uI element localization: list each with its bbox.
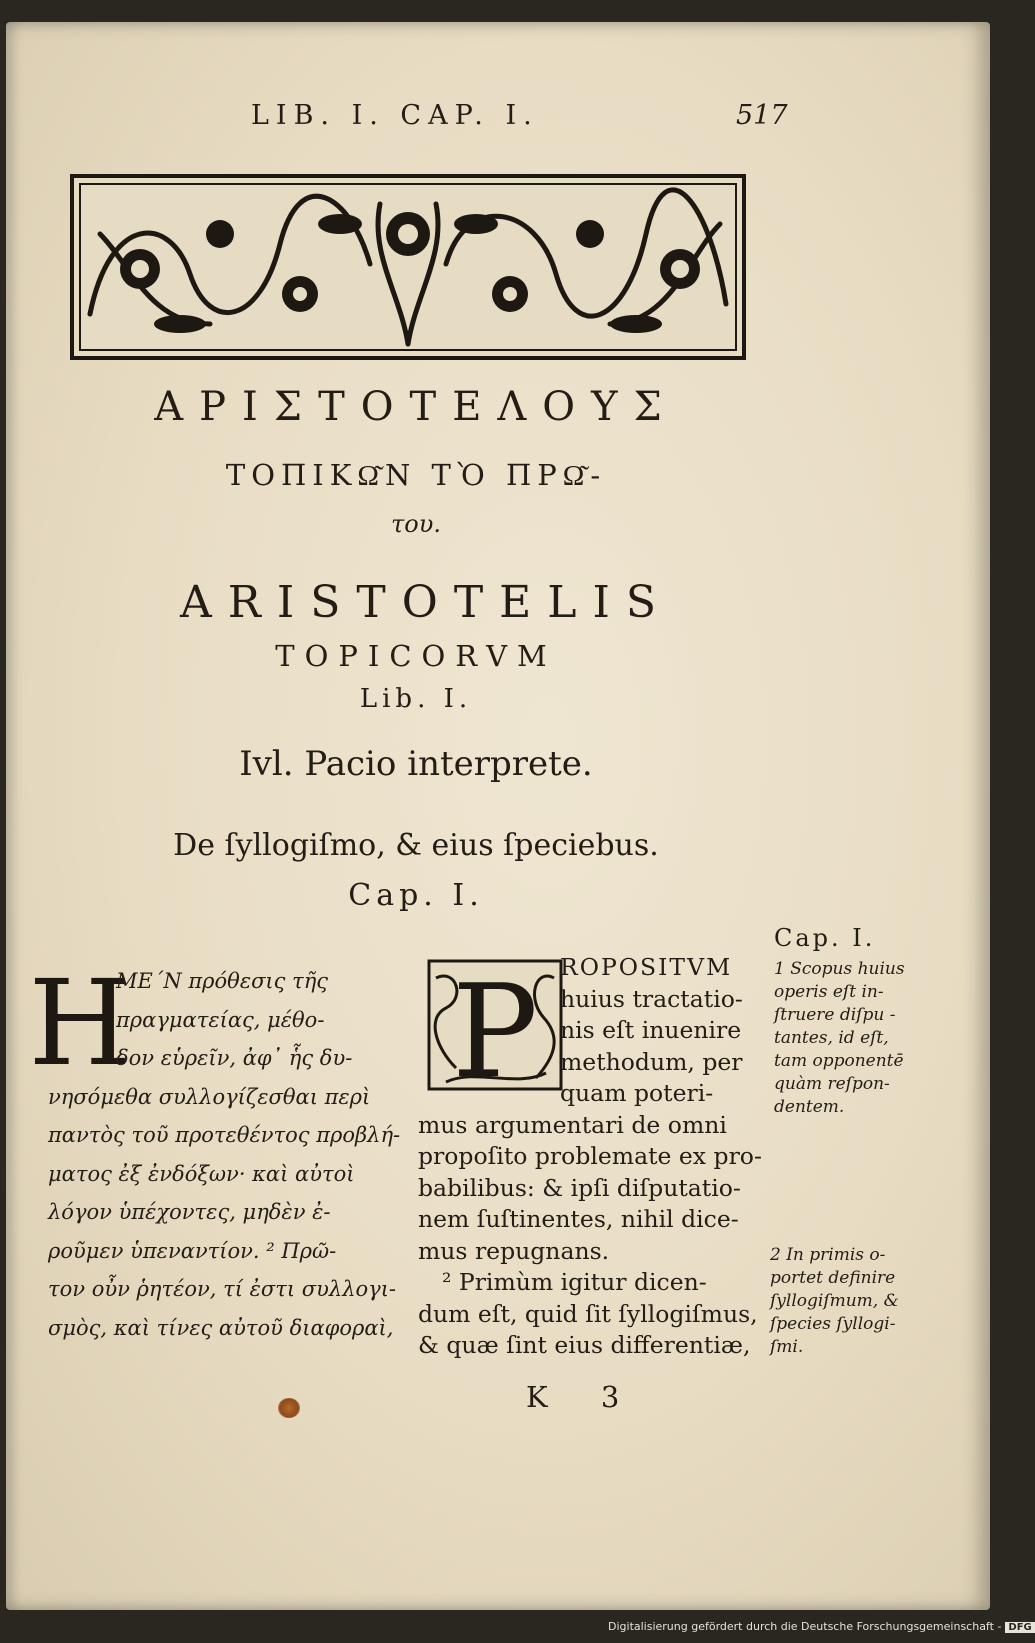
- latin-line: mus repugnans.: [418, 1236, 610, 1265]
- latin-column: [418, 952, 768, 1362]
- latin-line: ² Primùm igitur dicen-: [442, 1268, 707, 1296]
- svg-text:H: H: [28, 954, 132, 1092]
- latin-line: quam poteri-: [560, 1079, 714, 1107]
- digitization-credit: [608, 1620, 1035, 1633]
- note-line: dentem.: [774, 1097, 845, 1117]
- running-head: LIB. I. CAP. I.: [251, 100, 539, 131]
- note-line: 1 Scopus huius: [774, 959, 905, 979]
- svg-text:P: P: [451, 958, 539, 1107]
- latin-line: huius tractatio-: [560, 984, 743, 1013]
- latin-line: nis eſt inuenire: [560, 1016, 742, 1044]
- greek-column: [48, 962, 401, 1347]
- latin-subtitle: TOPICORVM: [275, 639, 557, 673]
- note-line: 2 In primis o-: [770, 1245, 886, 1265]
- note-line: ſtruere diſpu -: [774, 1005, 896, 1025]
- marginal-note-2: [770, 1244, 899, 1359]
- latin-line: babilibus: & ipſi diſputatio-: [418, 1173, 741, 1202]
- greek-title: ΑΡΙΣΤΟΤΕΛΟΥΣ: [154, 384, 678, 430]
- greek-subtitle-end: του.: [391, 510, 441, 538]
- signature-mark: K 3: [526, 1380, 642, 1414]
- interpreter-line: Ivl. Pacio interprete.: [239, 744, 593, 784]
- greek-line: παντὸς τοῦ προτεθέντος προβλή-: [48, 1123, 401, 1147]
- latin-line: methodum, per: [560, 1047, 743, 1076]
- greek-subtitle: ΤΟΠΙΚΩ͂Ν ΤῸ ΠΡΩ͂-: [225, 458, 607, 492]
- dfg-logo: DFG: [1005, 1622, 1034, 1633]
- latin-book-number: Lib. I.: [359, 684, 473, 714]
- greek-line: νησόμεθα συλλογίζεσθαι περὶ: [48, 1084, 371, 1109]
- book-page: [6, 22, 990, 1610]
- latin-line: ROPOSITVM: [560, 953, 733, 981]
- side-chapter-heading: Cap. I.: [774, 924, 876, 952]
- greek-line: τον οὖν ῥητέον, τί ἐστι συλλογι-: [48, 1277, 397, 1301]
- note-line: portet definire: [770, 1268, 896, 1288]
- latin-line: nem ſuſtinentes, nihil dice-: [418, 1205, 739, 1233]
- latin-line: mus argumentari de omni: [418, 1110, 727, 1139]
- credit-text: Digitalisierung gefördert durch die Deutsche Forschungsgemeinschaft -: [608, 1620, 1002, 1633]
- page-number: 517: [736, 100, 788, 131]
- note-line: ſyllogiſmum, &: [770, 1291, 899, 1311]
- note-line: quàm reſpon-: [774, 1074, 890, 1094]
- latin-line: & quæ ſint eius differentiæ,: [418, 1331, 751, 1359]
- greek-line: λόγον ὑπέχοντες, μηδὲν ἐ-: [48, 1200, 331, 1224]
- latin-line: dum eſt, quid ſit ſyllogiſmus,: [418, 1299, 758, 1328]
- latin-title: ARISTOTELIS: [179, 577, 673, 628]
- chapter-heading: Cap. I.: [348, 878, 484, 913]
- note-line: operis eſt in-: [774, 982, 884, 1002]
- note-line: ſmi.: [770, 1337, 804, 1357]
- note-line: tam opponentē: [774, 1051, 904, 1071]
- greek-line: πραγματείας, μέθο-: [116, 1007, 325, 1032]
- greek-line: ματος ἐξ ἐνδόξων· καὶ αὐτοὶ: [48, 1161, 355, 1186]
- chapter-title: De ſyllogiſmo, & eius ſpeciebus.: [173, 828, 659, 863]
- greek-line: ροῦμεν ὑπεναντίον. ² Πρῶ-: [48, 1238, 337, 1263]
- greek-line: σμὸς, καὶ τίνες αὐτοῦ διαφοραὶ,: [48, 1315, 394, 1340]
- greek-line: ΜΕ΄Ν πρόθεσις τῆς: [116, 969, 329, 993]
- ink-stain: [278, 1398, 300, 1418]
- marginal-note-1: [774, 958, 905, 1119]
- greek-line: δον εὑρεῖν, ἀφ᾽ ἧς δυ-: [116, 1046, 353, 1070]
- latin-line: propoſito problemate ex pro-: [418, 1142, 762, 1170]
- note-line: ſpecies ſyllogi-: [770, 1314, 896, 1334]
- note-line: tantes, id eſt,: [774, 1028, 889, 1048]
- woodcut-ornament-headpiece: [70, 174, 746, 360]
